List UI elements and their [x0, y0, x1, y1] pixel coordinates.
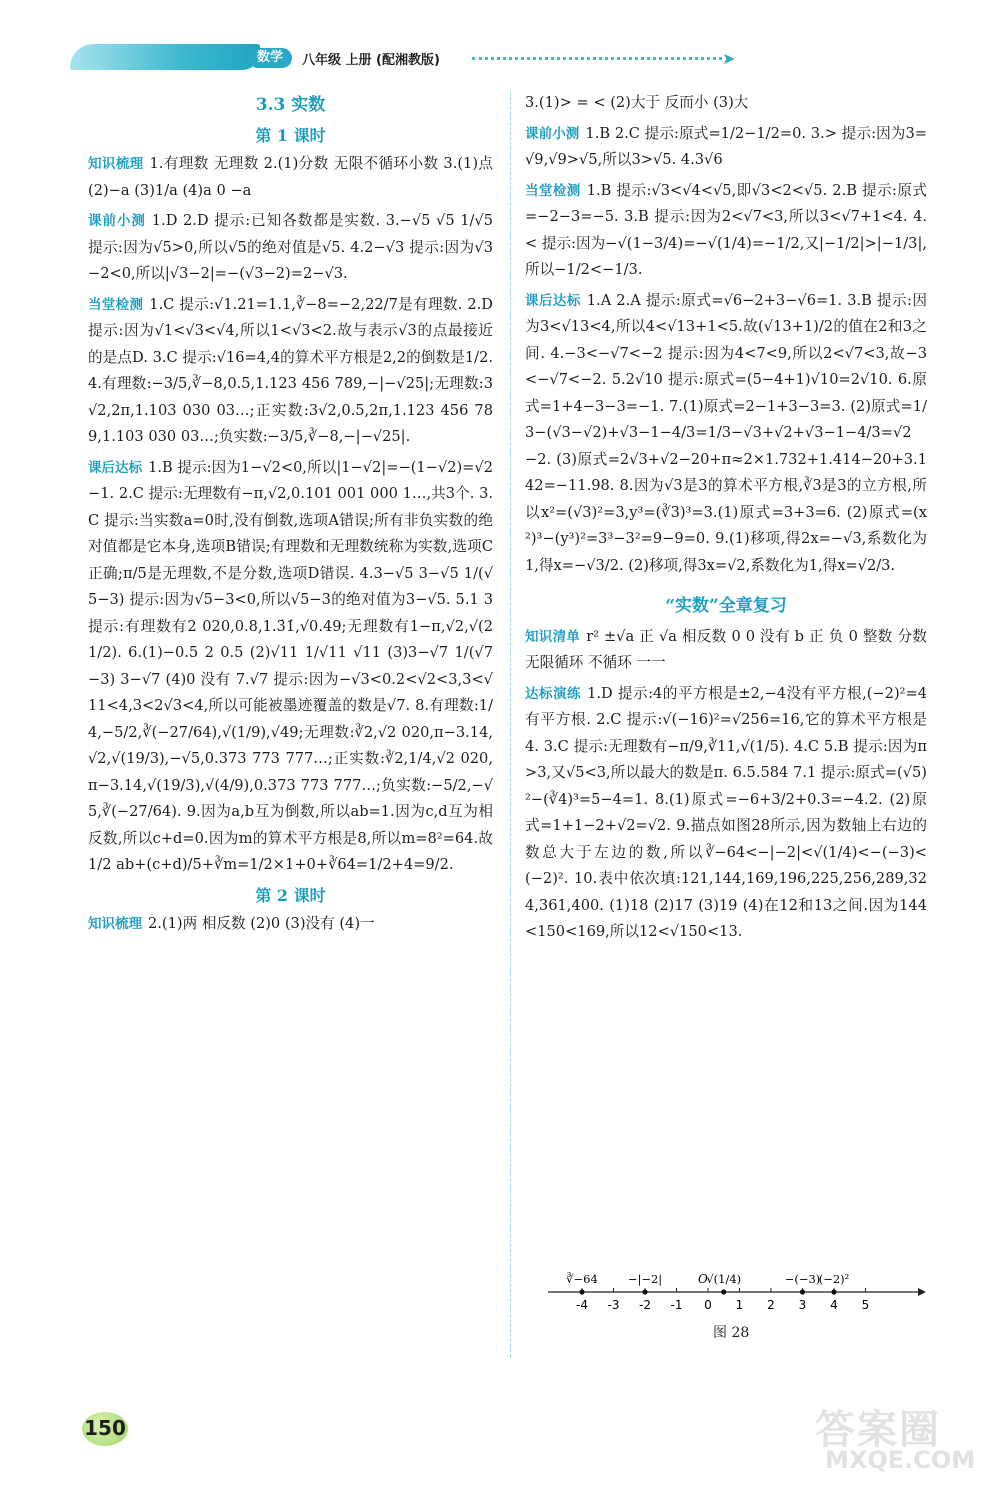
tick-label: 4 — [830, 1298, 838, 1312]
answer-block — [88, 292, 493, 451]
answer-text: 2.(1)两 相反数 (2)0 (3)没有 (4)一 — [148, 915, 375, 932]
block-tag: 当堂检测 — [88, 296, 144, 313]
lesson-title: 第 1 课时 — [255, 125, 326, 145]
answer-block — [88, 455, 493, 879]
page-number: 150 — [84, 1416, 126, 1440]
plotted-point — [831, 1289, 836, 1294]
lesson-title: 第 2 课时 — [255, 885, 326, 905]
answer-block — [525, 90, 927, 117]
arrow-right-icon: ➤ — [722, 49, 736, 68]
answer-text: 1.有理数 无理数 2.(1)分数 无限不循环小数 3.(1)点 (2)−a (3)1/a (4)a 0 −a — [88, 155, 493, 199]
plotted-point — [642, 1289, 647, 1294]
subject-badge: 数学 — [248, 48, 292, 68]
answer-text: 1.B 提示:√3<√4<√5,即√3<2<√5. 2.B 提示:原式=−2−3=−5. 3.B 提示:因为2<√7<3,所以3<√7+1<4. 4.< 提示:因为−√(1−3/4)=−√(1/4)=−1/2,又|−1/2|>|−1/3|,所以−1/2<−1/3. — [525, 181, 928, 278]
header-dotted-line — [472, 57, 722, 60]
answer-block — [88, 911, 493, 938]
answer-block — [88, 208, 493, 288]
answer-text: 1.B 提示:因为1−√2<0,所以|1−√2|=−(1−√2)=√2−1. 2.C 提示:无理数有−π,√2,0.101 001 000 1…,共3个. 3.C 提示:当实数a=0时,没有倒数,选项A错误;所有非负实数的绝对值都是它本身,选项B错误;有理数和无理数统称为实数,选项C正确;π/5是无理数,不是分数,选项D错误. 4.3−√5 3−√5 1/(√5−3) 提示:因为√5−3<0,所以√5−3的绝对值为3−√5. 5.1 3 提示:有理数有2 020,0.8,1.3̇1̇,√0.49;无理数有1−π,√2,√(2 1/2). 6.(1)−0.5 2 0.5 (2)√11 1/√11 √11 (3)3−√7 1/(√7−3) 3−√7 (4)0 没有 7.√7 提示:因为−√3<0.2<√2<3,3<√11<4,3<2√3<4,所以可能被墨迹覆盖的数是√7. 8.有理数:1/4,−5/2,∛(−27/64),√(1/9),√49;无理数:∛2,√2 020,π−3.14,√2,√(19/3),−√5,0.373 773 777…;正实数:∛2,1/4,√2 020,π−3.14,√(19/3),√(4/9),0.373 773 777…;负实数:−5/2,−√5,∛(−27/64). 9.因为a,b互为倒数,所以ab=1.因为c,d互为相反数,所以c+d=0.因为m的算术平方根是8,所以m=8²=64.故1/2 ab+(c+d)/5+∛m=1/2×1+0+∛64=1/2+4=9/2. — [88, 458, 493, 873]
block-tag: 知识梳理 — [88, 156, 144, 172]
answer-block — [525, 624, 927, 677]
page-number-badge — [80, 1410, 134, 1450]
origin-label: O — [698, 1272, 708, 1286]
column-divider — [510, 92, 511, 1357]
block-tag: 课后达标 — [88, 459, 143, 476]
answer-block — [525, 121, 927, 174]
point-label: √(1/4) — [706, 1272, 742, 1286]
block-tag: 课前小测 — [88, 213, 146, 229]
block-tag: 达标演练 — [525, 685, 582, 702]
tick-label: 0 — [704, 1298, 712, 1312]
answer-text: 1.B 2.C 提示:原式=1/2−1/2=0. 3.> 提示:因为3=√9,√9>√5,所以3>√5. 4.3√6 — [525, 124, 928, 168]
block-tag: 知识梳理 — [88, 916, 142, 932]
answer-text: r² ±√a 正 √a 相反数 0 0 没有 b 正 负 0 整数 分数 无限循环 不循环 一一 — [525, 627, 927, 671]
answer-block — [88, 151, 493, 204]
block-tag: 课后达标 — [525, 292, 581, 309]
watermark — [815, 1398, 985, 1478]
plotted-point — [800, 1289, 805, 1294]
answer-text: 3.(1)> = < (2)大于 反而小 (3)大 — [525, 94, 749, 111]
header-wave-decoration — [70, 44, 260, 70]
left-column — [88, 90, 493, 942]
answer-text: 1.D 提示:4的平方根是±2,−4没有平方根,(−2)²=4有平方根. 2.C 提示:√(−16)²=√256=16,它的算术平方根是4. 3.C 提示:无理数有−π/9,∛11,√(1/5). 4.C 5.B 提示:因为π>3,又√5<3,所以最大的数是π. 6.5.584 7.1 提示:原式=(√5)²−(∛4)³=5−4=1. 8.(1)原式=−6+3/2+0.3=−4.2. (2)原式=1+1−2+√2=√2. 9.描点如图28所示,因为数轴上右边的数总大于左边的数,所以∛−64<−|−2|<√(1/4)<−(−3)<(−2)². 10.表中依次填:121,144,169,196,225,256,289,324,361,400. (1)18 (2)17 (3)19 (4)在12和13之间.因为144<150<169,所以12<√150<13. — [525, 684, 927, 940]
tick-label: 5 — [861, 1298, 870, 1312]
answer-text: 1.D 2.D 提示:已知各数都是实数. 3.−√5 √5 1/√5 提示:因为√5>0,所以√5的绝对值是√5. 4.2−√3 提示:因为√3−2<0,所以|√3−2|=−(√3−2)=2−√3. — [88, 212, 494, 282]
tick-label: 3 — [798, 1298, 807, 1312]
tick-label: 2 — [767, 1298, 775, 1312]
answer-block — [525, 288, 927, 580]
tick-label: -3 — [607, 1298, 620, 1312]
axis-arrow-icon — [918, 1288, 926, 1296]
number-line-figure — [548, 1262, 928, 1372]
tick-label: -1 — [670, 1298, 683, 1312]
block-tag: 课前小测 — [525, 125, 580, 142]
answer-block — [525, 681, 927, 946]
answer-text: 1.A 2.A 提示:原式=√6−2+3−√6=1. 3.B 提示:因为3<√13<4,所以4<√13+1<5.故(√13+1)/2的值在2和3之间. 4.−3<−√7<−2 提示:因为4<7<9,所以2<√7<3,故−3<−√7<−2. 5.2√10 提示:原式=(5−4+1)√10=2√10. 6.原式=1+4−3−3=−1. 7.(1)原式=2−1+3−3=3. (2)原式=1/3−(√3−√2)+√3−1−4/3=1/3−√3+√2+√3−1−4/3=√2−2. (3)原式=2√3+√2−20+π≈2×1.732+1.414−20+3.142=−11.98. 8.因为√3是3的算术平方根,∛3是3的立方根,所以x²=(√3)²=3,y³=(∛3)³=3.(1)原式=3+3=6. (2)原式=(x²)³−(y³)²=3³−3²=9−9=0. 9.(1)移项,得2x=−√3,系数化为1,得x=−√3/2. (2)移项,得3x=√2,系数化为1,得x=√2/3. — [525, 291, 927, 574]
answer-block — [525, 178, 927, 284]
tick-label: 1 — [735, 1298, 744, 1312]
block-tag: 知识清单 — [525, 628, 581, 645]
book-info: 八年级 上册 (配湘教版) — [302, 53, 440, 68]
point-label: −|−2| — [627, 1272, 663, 1286]
watermark-url: MXQE.COM — [825, 1446, 976, 1474]
tick-label: -2 — [639, 1298, 651, 1312]
point-label: ∛−64 — [566, 1272, 598, 1286]
plotted-point — [579, 1289, 584, 1294]
figure-caption: 图 28 — [713, 1325, 750, 1341]
point-label: (−2)² — [818, 1272, 850, 1286]
block-tag: 当堂检测 — [525, 182, 581, 199]
right-column — [525, 90, 927, 950]
section-title: 3.3 实数 — [255, 95, 326, 115]
answer-text: 1.C 提示:√1.21=1.1,∛−8=−2,22/7是有理数. 2.D 提示:因为√1<√3<√4,所以1<√3<2.故与表示√3的点最接近的是点D. 3.C 提示:√16=4,4的算术平方根是2,2的倒数是1/2. 4.有理数:−3/5,∛−8,0.5,1.123 456 789,−|−√25|;无理数:3√2,2π,1.103 030 03…;正实数:3√2,0.5,2π,1.123 456 789,1.103 030 03…;负实数:−3/5,∛−8,−|−√25|. — [88, 295, 493, 445]
tick-label: -4 — [576, 1298, 588, 1312]
watermark-logo: 答案圈 — [815, 1407, 941, 1453]
review-title: “实数”全章复习 — [665, 596, 787, 616]
plotted-point — [721, 1289, 726, 1294]
point-label: −(−3) — [784, 1272, 821, 1286]
number-line-svg — [548, 1262, 928, 1322]
page-header — [70, 40, 736, 80]
